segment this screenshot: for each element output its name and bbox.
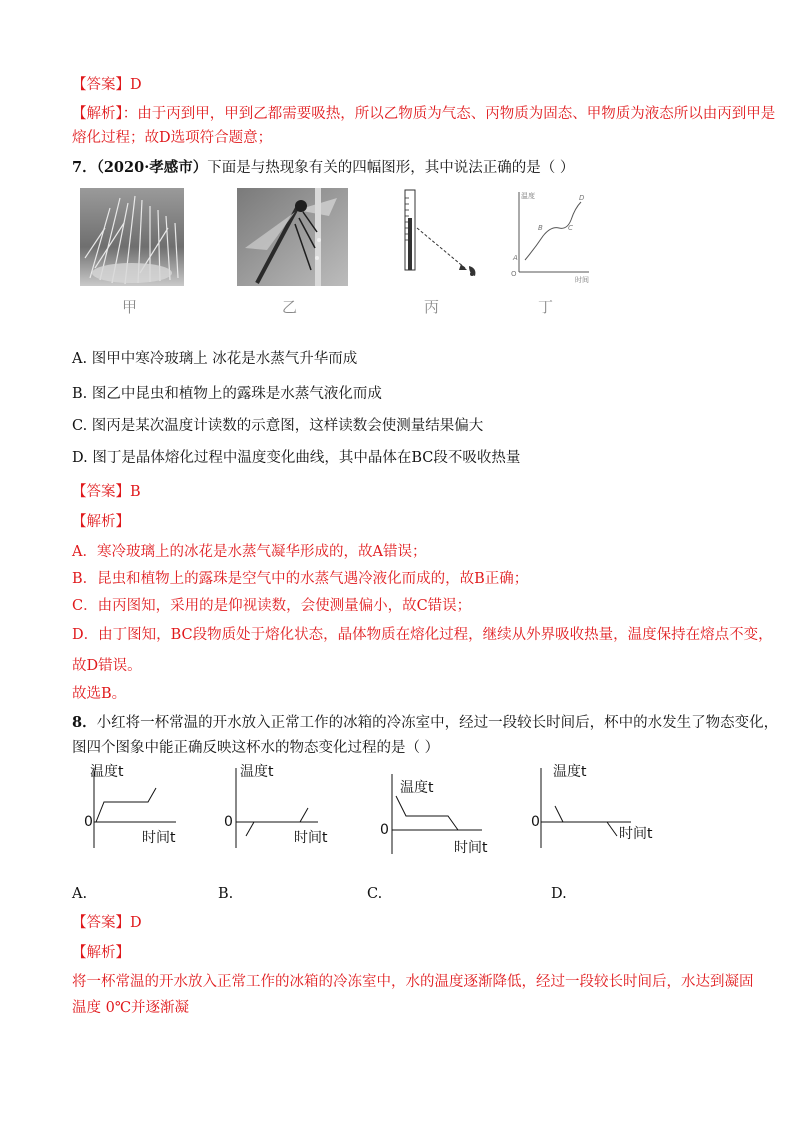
q8-graph-d: [527, 762, 667, 854]
frost-photo: [80, 188, 184, 286]
graph-b-zero: 0: [224, 814, 233, 830]
q7-analysis-d: D．由丁图知，BC段物质处于熔化状态，晶体物质在熔化过程，继续从外界吸收热量，温度保持在熔点不变，: [72, 627, 773, 643]
graph-point-c: C: [568, 224, 573, 232]
caption-jia: 甲: [122, 298, 138, 316]
q7-option-d: D. 图丁是晶体熔化过程中温度变化曲线，其中晶体在BC段不吸收热量: [72, 450, 521, 466]
graph-d-zero: 0: [531, 814, 540, 830]
graph-b-y-label: 温度t: [240, 764, 274, 780]
q8-stem-text1: 小红将一杯常温的开水放入正常工作的冰箱的冷冻室中，经过一段较长时间后，杯中的水发生了物态变化，: [96, 715, 779, 731]
graph-y-label: 温度: [521, 192, 535, 200]
graph-d-x-label: 时间t: [619, 826, 653, 842]
dragonfly-photo: [237, 188, 348, 286]
graph-c-zero: 0: [380, 822, 389, 838]
graph-point-a: A: [513, 254, 518, 262]
q8-option-b-label: B.: [218, 886, 234, 902]
caption-bing: 丙: [424, 298, 440, 316]
q8-graph-a: [70, 762, 180, 854]
q7-option-b: B. 图乙中昆虫和植物上的露珠是水蒸气液化而成: [72, 386, 382, 402]
q8-stem-line1: [72, 713, 779, 733]
graph-b-x-label: 时间t: [294, 830, 328, 846]
graph-d-y-label: 温度t: [553, 764, 587, 780]
q7-conclusion: 故选B。: [72, 686, 127, 702]
q8-option-a-label: A.: [72, 886, 88, 902]
q8-analysis-line1: 将一杯常温的开水放入正常工作的冰箱的冷冻室中，水的温度逐渐降低，经过一段较长时间后，水达到凝固: [72, 974, 754, 990]
melting-curve-graph: [505, 188, 590, 286]
q8-analysis-title: 【解析】: [72, 945, 130, 961]
q8-answer: 【答案】D: [72, 915, 142, 931]
graph-origin-label: O: [511, 270, 517, 278]
q8-analysis-line2: 温度 0℃并逐渐凝: [72, 1000, 190, 1016]
q8-graph-b: [218, 762, 328, 854]
graph-c-x-label: 时间t: [454, 840, 488, 856]
graph-c-y-label: 温度t: [400, 780, 434, 796]
graph-point-b: B: [538, 224, 543, 232]
q7-analysis-c: C．由丙图知，采用的是仰视读数，会使测量偏小，故C错误；: [72, 598, 472, 614]
q8-option-c-label: C.: [367, 886, 383, 902]
q6-analysis-line2: 熔化过程；故D选项符合题意；: [72, 130, 273, 146]
q7-stem-line: [72, 158, 760, 178]
caption-ding: 丁: [538, 298, 554, 316]
q8-graph-c: [372, 768, 492, 860]
q7-option-a: A. 图甲中寒冷玻璃上 冰花是水蒸气升华而成: [72, 351, 358, 367]
q7-analysis-d-cont: 故D错误。: [72, 658, 142, 674]
graph-point-d: D: [579, 194, 585, 202]
q7-analysis-b: B．昆虫和植物上的露珠是空气中的水蒸气遇冷液化而成的，故B正确；: [72, 571, 529, 587]
q7-source: （2020·孝感市）: [96, 159, 208, 176]
q8-option-d-label: D.: [551, 886, 567, 902]
q7-analysis-a: A．寒冷玻璃上的冰花是水蒸气凝华形成的，故A错误；: [72, 544, 427, 560]
q8-number: 8．: [72, 714, 97, 731]
q6-analysis-line1: 【解析】：由于丙到甲，甲到乙都需要吸热，所以乙物质为气态、丙物质为固态、甲物质为液态所以由丙到甲是: [72, 106, 776, 122]
q7-analysis-title: 【解析】: [72, 514, 130, 530]
caption-yi: 乙: [282, 298, 298, 316]
graph-a-x-label: 时间t: [142, 830, 176, 846]
graph-x-label: 时间: [575, 276, 589, 284]
q8-stem-line2: 图四个图象中能正确反映这杯水的物态变化过程的是（ ）: [72, 740, 440, 756]
q7-stem: 下面是与热现象有关的四幅图形，其中说法正确的是（ ）: [207, 160, 575, 176]
graph-a-y-label: 温度t: [90, 764, 124, 780]
graph-a-zero: 0: [84, 814, 93, 830]
q7-answer: 【答案】B: [72, 484, 141, 500]
q7-option-c: C. 图丙是某次温度计读数的示意图，这样读数会使测量结果偏大: [72, 418, 484, 434]
thermometer-reading-figure: [395, 188, 490, 286]
q7-number: 7．: [72, 159, 97, 176]
q6-answer: 【答案】D: [72, 77, 142, 93]
